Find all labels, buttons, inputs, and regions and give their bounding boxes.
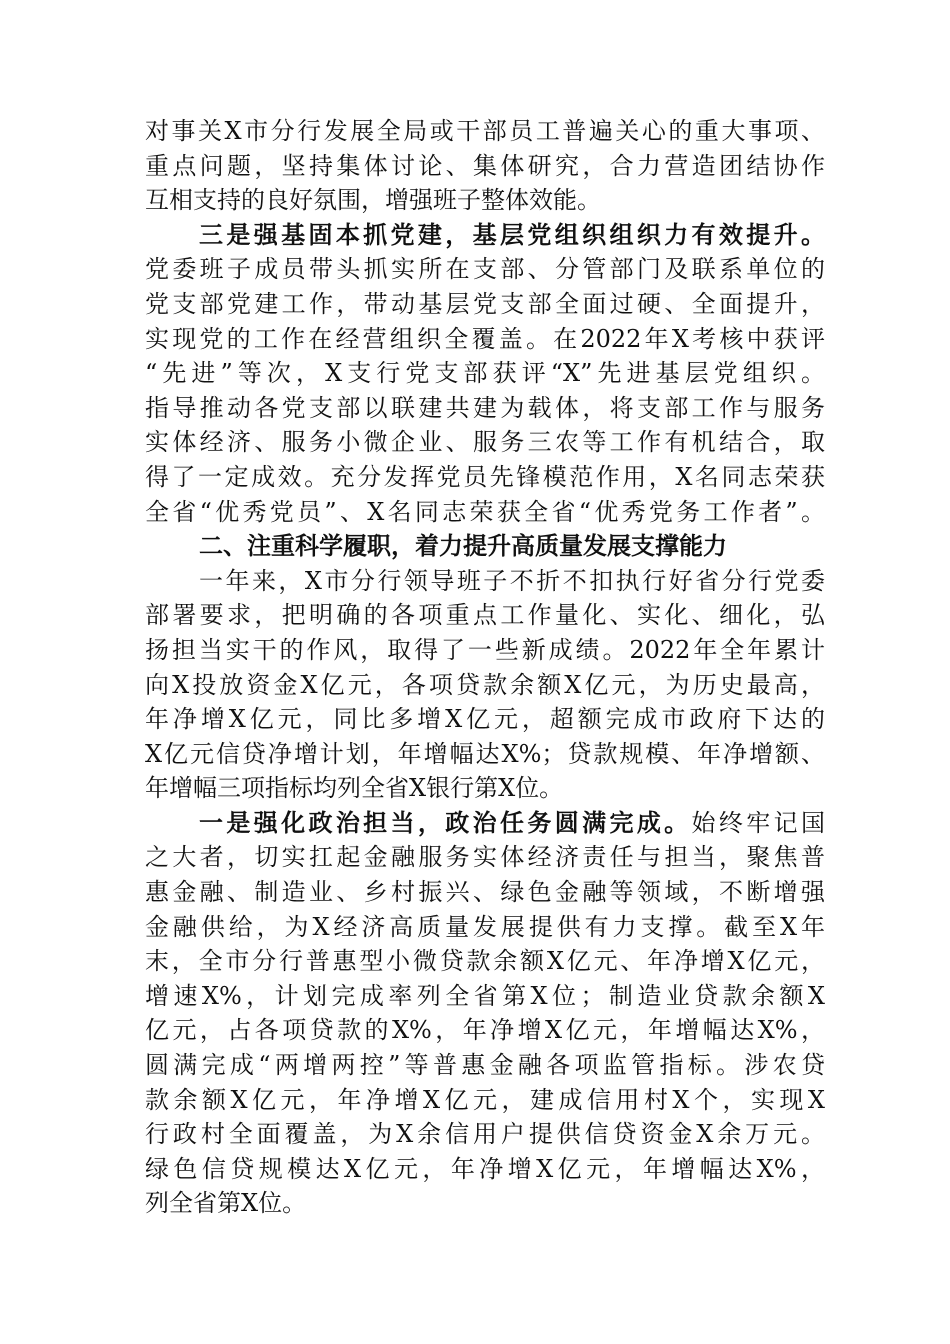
document-page [145, 114, 825, 1221]
paragraph-1 [145, 114, 825, 218]
text-line [145, 806, 825, 841]
text-line: 列全省第X位。 [145, 1189, 307, 1218]
text-line: 互相支持的良好氛围，增强班子整体效能。 [145, 186, 601, 215]
text-line: 年净增X亿元，同比多增X亿元，超额完成市政府下达的 [145, 705, 825, 734]
text-line: 一年来，X市分行领导班子不折不扣执行好省分行党委 [199, 566, 825, 595]
text-line: 增速X%，计划完成率列全省第X位；制造业贷款余额X [145, 981, 825, 1010]
text-line: 惠金融、制造业、乡村振兴、绿色金融等领域，不断增强 [145, 878, 825, 907]
text-line: 得了一定成效。充分发挥党员先锋模范作用，X名同志荣获 [145, 462, 825, 491]
text-line: 亿元，占各项贷款的X%，年净增X亿元，年增幅达X%， [145, 1016, 825, 1045]
text-line: “先进”等次，X支行党支部获评“X”先进基层党组织。 [145, 359, 825, 388]
paragraph-2 [145, 218, 825, 529]
text-line: 全省“优秀党员”、X名同志荣获全省“优秀党务工作者”。 [145, 497, 825, 526]
text-line: 部署要求，把明确的各项重点工作量化、实化、细化，弘 [145, 601, 825, 630]
text-line: 款余额X亿元，年净增X亿元，建成信用村X个，实现X [145, 1085, 825, 1114]
paragraph-lead-heading: 一是强化政治担当，政治任务圆满完成。 [199, 807, 692, 837]
text-line: 指导推动各党支部以联建共建为载体，将支部工作与服务 [145, 393, 825, 422]
text-line: 向X投放资金X亿元，各项贷款余额X亿元，为历史最高， [145, 670, 825, 699]
text-line: 末，全市分行普惠型小微贷款余额X亿元、年净增X亿元， [145, 947, 825, 976]
text-line: X亿元信贷净增计划，年增幅达X%；贷款规模、年净增额、 [145, 739, 825, 768]
text-line: 扬担当实干的作风，取得了一些新成绩。2022年全年累计 [145, 635, 825, 664]
text-line: 对事关X市分行发展全局或干部员工普遍关心的重大事项、 [145, 117, 825, 145]
text-line: 实现党的工作在经营组织全覆盖。在2022年X考核中获评 [145, 324, 825, 353]
text-line: 金融供给，为X经济高质量发展提供有力支撑。截至X年 [145, 912, 825, 941]
paragraph-4 [145, 806, 825, 1221]
text-line: 行政村全面覆盖，为X余信用户提供信贷资金X余万元。 [145, 1120, 825, 1149]
paragraph-3 [145, 564, 825, 806]
text-line: 党委班子成员带头抓实所在支部、分管部门及联系单位的 [145, 255, 825, 284]
text-line: 重点问题，坚持集体讨论、集体研究，合力营造团结协作 [145, 151, 825, 180]
paragraph-lead-heading: 三是强基固本抓党建，基层党组织组织力有效提升。 [199, 219, 825, 249]
text-line: 圆满完成“两增两控”等普惠金融各项监管指标。涉农贷 [145, 1051, 825, 1080]
text-line: 实体经济、服务小微企业、服务三农等工作有机结合，取 [145, 428, 825, 457]
text-line: 绿色信贷规模达X亿元，年净增X亿元，年增幅达X%， [145, 1154, 825, 1183]
text-line: 之大者，切实扛起金融服务实体经济责任与担当，聚焦普 [145, 843, 825, 872]
lead-continuation: 始终牢记国 [691, 808, 825, 837]
text-line: 党支部党建工作，带动基层党支部全面过硬、全面提升， [145, 289, 825, 318]
text-line: 年增幅三项指标均列全省X银行第X位。 [145, 774, 564, 803]
section-heading: 二、注重科学履职，着力提升高质量发展支撑能力 [199, 531, 727, 561]
